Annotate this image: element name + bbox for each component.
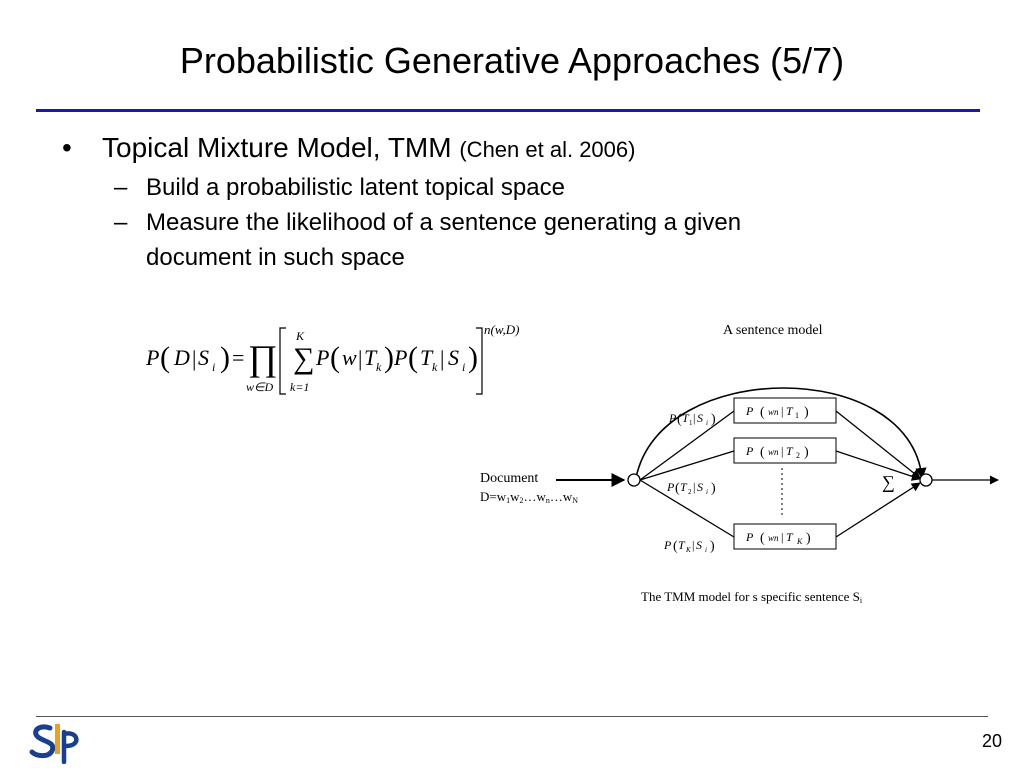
eq-D: D [174,345,190,370]
footer-rule [36,716,988,717]
slide-title: Probabilistic Generative Approaches (5/7) [179,40,845,81]
svg-text:): ) [804,405,809,420]
doc-seq-part: D=w [480,489,507,504]
eq-P2: P [316,345,330,370]
edge-out-2 [836,451,920,479]
svg-text:|: | [781,444,784,458]
svg-text:|: | [692,538,695,552]
wK-T: T [678,538,685,552]
w2-i: i [706,488,708,496]
svg-text:(: ( [760,405,765,420]
boxK-T: T [786,530,793,544]
box1-P: P [746,404,754,418]
eq-paren: ( [330,341,340,374]
eq-paren-open: ( [160,341,170,374]
eq-T: T [364,345,377,370]
wK-P: P [664,538,672,552]
edge-in-K [640,480,734,537]
diagram-caption [641,589,863,605]
input-node [628,474,640,486]
doc-seq-sub: 2 [519,496,524,505]
sum-node [920,474,932,486]
citation: (Chen et al. 2006) [459,137,636,162]
diagram-caption-text: The TMM model for s specific sentence S [641,589,860,604]
box2-P: P [746,444,754,458]
eq-i: i [212,360,216,374]
doc-seq-part: …w [549,489,573,504]
wK-S: S [696,538,702,552]
svg-text:(: ( [675,481,680,496]
slp-logo [28,720,88,764]
sub-bullet-text: Build a probabilistic latent topical space [146,174,565,201]
eq-P: P [146,345,160,370]
w1-P: P [669,411,677,425]
box2-index: 2 [796,451,800,460]
eq-paren: ( [408,341,418,374]
svg-text:|: | [781,530,784,544]
w2-index: 2 [688,488,692,496]
exponent: n(w,D) [484,322,520,337]
svg-text:(: ( [673,539,678,554]
sub-bullet-text-line1: Measure the likelihood of a sentence generating a given [146,209,742,236]
bullet-list [62,128,982,275]
eq-equals: = [232,345,245,370]
sentence-model-label: A sentence model [723,323,823,338]
w2-T: T [680,480,687,494]
boxK-P: P [746,530,754,544]
doc-seq-part: …w [523,489,546,504]
w1-i: i [706,419,708,427]
box1-wn: wn [768,407,779,417]
svg-text:(: ( [760,531,765,546]
svg-text:): ) [711,481,716,496]
svg-text:(: ( [760,445,765,460]
svg-text:): ) [806,531,811,546]
tmm-diagram [470,318,1010,618]
eq-S: S [198,345,209,370]
svg-text:): ) [710,539,715,554]
doc-seq-part: w [510,489,520,504]
document-label: Document [480,471,539,486]
sum-upper: K [296,329,305,343]
eq-bar: | [192,346,197,371]
product-subscript: w∈D [246,380,274,394]
diagram-caption-subscript: i [859,596,863,605]
eq-paren: ) [468,341,478,374]
product-symbol: ∏ [248,338,278,378]
document-sequence [480,489,578,505]
eq-i2: i [462,360,466,374]
box1-T: T [786,404,793,418]
eq-P3: P [394,345,408,370]
sum-node-symbol: ∑ [882,472,895,492]
eq-w: w [342,345,357,370]
eq-paren: ) [384,341,394,374]
eq-bar: | [358,346,363,371]
edge-in-2 [640,451,734,480]
svg-text:(: ( [677,412,682,427]
bullet-marker: • [62,132,72,163]
bullet-level1 [62,128,982,170]
eq-T2: T [420,345,433,370]
w1-T: T [682,411,689,425]
doc-seq-sub: N [572,496,579,505]
sum-symbol: ∑ [293,342,315,375]
eq-k2: k [432,360,438,374]
svg-text:|: | [693,480,696,494]
eq-bar: | [440,346,445,371]
edge-out-1 [836,411,920,478]
eq-paren-close: ) [220,341,230,374]
box1-index: 1 [795,411,799,420]
box2-T: T [786,444,793,458]
svg-text:|: | [693,411,696,425]
box2-wn: wn [768,447,779,457]
w1-S: S [697,411,703,425]
w2-S: S [697,480,703,494]
sub-bullet-1 [62,170,982,205]
edge-out-K [836,483,920,537]
w1-index: 1 [689,419,693,427]
boxK-index: K [797,537,803,546]
doc-seq-sub: n [545,496,550,505]
boxK-wn: wn [768,533,779,543]
eq-S2: S [448,345,459,370]
bullet-text: Topical Mixture Model, TMM [102,132,452,163]
sub-bullet-marker: – [114,209,128,236]
svg-text:): ) [711,412,716,427]
sub-bullet-text-line2: document in such space [146,244,405,271]
wK-i: i [705,546,707,554]
wK-index: K [686,546,691,554]
weight-parens [673,411,716,554]
page-number: 20 [981,731,1002,751]
svg-text:): ) [804,445,809,460]
w2-P: P [667,480,675,494]
sub-bullet-2 [62,205,982,275]
sum-lower: k=1 [290,380,310,394]
title-underline [36,109,980,112]
svg-text:|: | [781,404,784,418]
doc-seq-sub: 1 [506,496,511,505]
eq-k: k [376,360,382,374]
sub-bullet-marker: – [114,174,128,201]
left-bracket [280,328,286,394]
